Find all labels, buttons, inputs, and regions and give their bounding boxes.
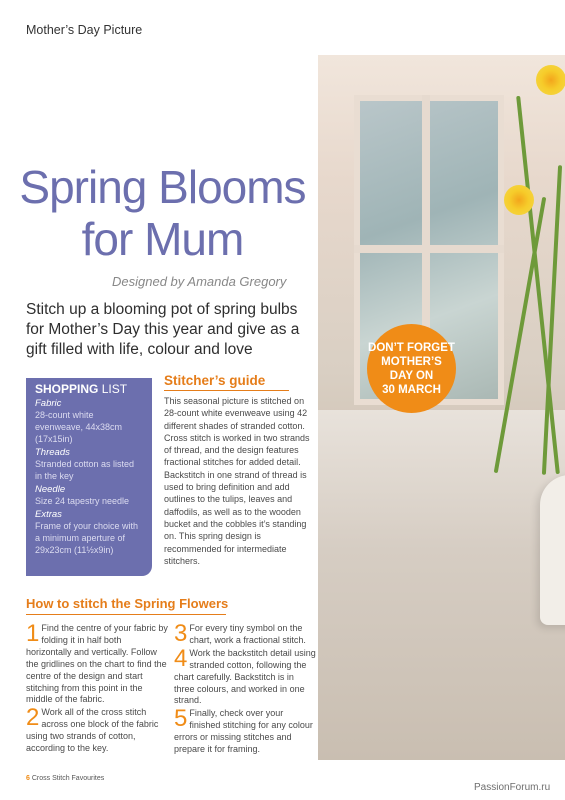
step-item: [174, 705, 316, 756]
shopping-item: Frame of your choice with a minimum aperture of 29x23cm (11½x9in): [35, 521, 139, 555]
how-to-heading: How to stitch the Spring Flowers: [26, 596, 229, 611]
magazine-name: Cross Stitch Favourites: [29, 775, 105, 782]
step-number: 4: [174, 644, 188, 672]
daffodil-flower: [504, 185, 534, 215]
watermark: PassionForum.ru: [474, 782, 551, 793]
step-number: 5: [174, 705, 188, 733]
shopping-list-heading: SHOPPING LIST: [35, 382, 128, 396]
shopping-item: 28-count white evenweave, 44x38cm (17x15in): [35, 410, 123, 444]
step-text: For every tiny symbol on the chart, work a fractional stitch.: [189, 623, 306, 645]
window-sill: [318, 410, 565, 760]
step-text: Work the backstitch detail using stranded cotton, following the chart carefully. Backstitch is in three colours, and worked in one strand.: [174, 647, 316, 706]
guide-divider: [164, 390, 289, 391]
step-text: Work all of the cross stitch across one block of the fabric using two strands of cotton, according to the key.: [26, 707, 159, 754]
intro-text: Stitch up a blooming pot of spring bulbs for Mother’s Day this year and give as a gift filled with life, colour and love: [26, 301, 300, 358]
step-item: [174, 644, 316, 708]
window-frame-horizontal: [354, 245, 504, 253]
section-header: Mother’s Day Picture: [26, 23, 143, 37]
step-item: [174, 620, 316, 647]
step-text: Finally, check over your finished stitching for any colour errors or missing stitches and prepare it for framing.: [174, 708, 313, 755]
steps-column-right: [174, 620, 316, 757]
daffodil-photo: [318, 55, 565, 760]
step-item: [26, 704, 168, 755]
mothers-day-badge: DON’T FORGET MOTHER’S DAY ON 30 MARCH: [367, 324, 456, 413]
steps-column-left: [26, 620, 168, 756]
how-to-divider: [26, 614, 226, 615]
shopping-item: Size 24 tapestry needle: [35, 496, 130, 506]
step-item: [26, 620, 168, 706]
step-number: 2: [26, 704, 40, 732]
page-title: Spring Blooms for Mum: [19, 161, 306, 265]
daffodil-flower: [536, 65, 565, 95]
flower-pot: [540, 475, 565, 625]
step-number: 1: [26, 620, 40, 647]
designer-byline: Designed by Amanda Gregory: [112, 274, 287, 289]
stitchers-guide-text: This seasonal picture is stitched on 28-count white evenweave using 42 different shades of stranded cotton. Cross stitch is worked in two strands of thread, and the design features fractional stitches for added detail. Backstitch in one strand of thread is used to bring definition and add outlines to the tulips, leaves and daffodils, as well as to the wooden bucket and the cobbles it’s standing on. This spring design is recommended for intermediate stitchers.: [164, 396, 310, 566]
page-number: 6: [26, 775, 30, 782]
page-footer: [26, 775, 104, 782]
shopping-list-box: [26, 378, 152, 576]
shopping-category: Needle: [35, 484, 66, 495]
step-text: Find the centre of your fabric by folding it in half both horizontally and vertically. Follow the gridlines on the chart to find the centre of the design and start stitching from this point in the middle of the fabric.: [26, 623, 168, 705]
step-number: 3: [174, 620, 188, 647]
shopping-category: Extras: [35, 509, 62, 520]
shopping-category: Fabric: [35, 398, 62, 409]
shopping-item: Stranded cotton as listed in the key: [35, 459, 135, 481]
shopping-category: Threads: [35, 447, 70, 458]
stitchers-guide-heading: Stitcher’s guide: [164, 373, 266, 388]
